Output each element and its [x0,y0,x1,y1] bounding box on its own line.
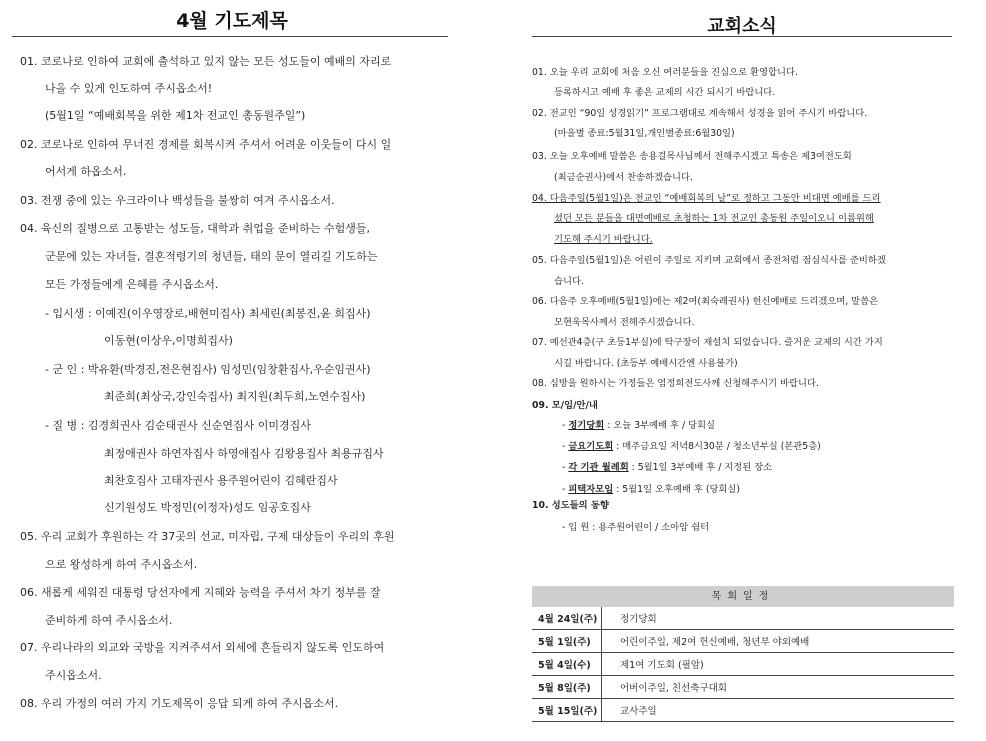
prayer-line: 주시옵소서. [45,669,102,682]
meeting-name: 각 기관 월례회 [568,462,629,473]
news-line: 셨던 모든 분들을 대면예배로 초청하는 1차 전교인 총동원 주일이오니 이름위해 [554,213,874,224]
meeting-detail: : 5월1일 3부예배 후 / 지정된 장소 [628,462,773,473]
news-column [532,0,952,37]
schedule-event: 어린이주일, 제2여 헌신예배, 청년부 야외예배 [620,637,810,648]
prayer-line: 04. 육신의 질병으로 고통받는 성도들, 대학과 취업을 준비하는 수험생들, [20,222,370,235]
prayer-line: 군문에 있는 자녀들, 결혼적령기의 청년들, 태의 문이 열리길 기도하는 [45,250,378,263]
meeting-name: 금요기도회 [568,441,614,452]
prayer-line: 으로 왕성하게 하여 주시옵소서. [45,558,198,571]
news-line: 05. 다음주일(5월1일)은 어린이 주일로 지키며 교회에서 종전처럼 점심식사를 준비하겠 [532,255,886,266]
prayer-column [12,0,452,37]
news-line: 04. 다음주일(5월1일)은 전교인 “예배회복의 날”로 정하고 그동안 비대면 예배를 드리 [532,193,881,204]
prayer-line: (5월1일 “예배회복을 위한 제1차 전교인 총동원주일”) [45,109,306,122]
prayer-line: 최정애권사 하연자집사 하영애집사 김왕용집사 최용규집사 [104,447,384,460]
schedule-event: 정기당회 [620,614,657,625]
news-line: 습니다. [554,276,584,287]
meeting-name: 정기당회 [568,420,605,431]
news-line: 10. 성도들의 동향 [532,500,609,511]
prayer-line: 이동현(이상우,이명희집사) [104,334,233,347]
news-line: 02. 전교인 “90일 성경읽기” 프로그램대로 계속해서 성경을 읽어 주시기 바랍니다. [532,108,868,119]
schedule-event: 교사주일 [620,706,657,717]
meeting-item: - 정기당회 : 오늘 3부예배 후 / 당회실 [562,420,715,431]
prayer-title-rule [12,36,448,37]
prayer-line: 신기원성도 박정민(이정자)성도 임공호집사 [104,501,311,514]
news-line: - 입 원 : 용주원어린이 / 소아암 쉼터 [562,522,710,533]
news-line: 08. 심방을 원하시는 가정들은 엄정희전도사께 신청해주시기 바랍니다. [532,378,819,389]
news-line: 01. 오늘 우리 교회에 처음 오신 여러분들을 진심으로 환영합니다. [532,67,798,78]
schedule-date: 5월 8일(주) [532,676,602,698]
prayer-line: 05. 우리 교회가 후원하는 각 37곳의 선교, 미자립, 구제 대상들이 우리의 후원 [20,530,395,543]
meeting-item: - 각 기관 월례회 : 5월1일 3부예배 후 / 지정된 장소 [562,462,773,473]
schedule-date: 5월 1일(주) [532,630,602,652]
meeting-name: 피택자모임 [568,484,614,495]
meeting-item: - 피택자모임 : 5월1일 오후예배 후 (당회실) [562,484,741,495]
news-line: (최금순권사)에서 찬송하겠습니다. [554,172,693,183]
prayer-line: 어서게 하옵소서. [45,165,127,178]
meeting-detail: : 오늘 3부예배 후 / 당회실 [604,420,715,431]
prayer-line: 07. 우리나라의 외교와 국방을 지켜주셔서 외세에 흔들리지 않도록 인도하여 [20,641,385,654]
prayer-line: 06. 새롭게 세워진 대통령 당선자에게 지혜와 능력을 주셔서 차기 정부를 잘 [20,586,381,599]
news-line: 기도해 주시기 바랍니다. [554,234,653,245]
schedule-row [532,699,954,722]
schedule-date: 4월 24일(주) [532,607,602,629]
meeting-detail: : 5월1일 오후예배 후 (당회실) [613,484,741,495]
prayer-line: - 입시생 : 이예진(이우영장로,배현미집사) 최세린(최봉진,윤 희집사) [45,307,371,320]
prayer-line: 나올 수 있게 인도하여 주시옵소서! [45,82,213,95]
schedule-date: 5월 15일(주) [532,699,602,721]
prayer-line: 최찬호집사 고태자권사 용주원어린이 김혜란집사 [104,474,338,487]
schedule-header: 목회일정 [532,586,954,607]
news-line: 시길 바랍니다. (초등부 예배시간엔 사용불가) [554,358,738,369]
schedule-row [532,676,954,699]
meeting-item: - 금요기도회 : 매주금요일 저녁8시30분 / 청소년부실 (본관5층) [562,441,821,452]
prayer-line: 모든 가정들에게 은혜를 주시옵소서. [45,278,219,291]
schedule-date: 5월 4일(수) [532,653,602,675]
prayer-title: 4월 기도제목 [176,10,288,32]
prayer-line: 08. 우리 가정의 여러 가지 기도제목이 응답 되게 하여 주시옵소서. [20,697,339,710]
news-line: (마을별 종료:5월31일,개인별종료:6월30일) [554,128,735,139]
schedule-row [532,630,954,653]
prayer-line: - 군 인 : 박유환(박경진,전은현집사) 임성민(임창환집사,우순임권사) [45,363,371,376]
prayer-line: 03. 전쟁 중에 있는 우크라이나 백성들을 불쌍히 여겨 주시옵소서. [20,194,335,207]
news-line: 09. 모/임/안/내 [532,400,598,411]
schedule-row [532,607,954,630]
news-line: 06. 다음주 오후예배(5월1일)에는 제2여(최숙례권사) 헌신예배로 드리겠으며, 말씀은 [532,296,879,307]
news-line: 07. 예선관4층(구 초등1부실)에 탁구장이 재설치 되었습니다. 즐거운 교제의 시간 가지 [532,337,883,348]
schedule-table [532,586,954,722]
schedule-event: 제1여 기도회 (필암) [620,660,704,671]
prayer-line: 01. 코로나로 인하여 교회에 출석하고 있지 않는 모든 성도들이 예배의 자리로 [20,55,392,68]
schedule-event: 어버이주일, 친선축구대회 [620,683,727,694]
schedule-row [532,653,954,676]
prayer-line: 02. 코로나로 인하여 무너진 경제를 회복시켜 주셔서 어려운 이웃들이 다시 일 [20,138,392,151]
news-line: 등록하시고 예배 후 좋은 교제의 시간 되시기 바랍니다. [554,87,776,98]
meeting-detail: : 매주금요일 저녁8시30분 / 청소년부실 (본관5층) [613,441,821,452]
prayer-line: 최준희(최상국,강인숙집사) 최지원(최두희,노연수집사) [104,390,366,403]
news-line: 모현욱목사께서 전해주시겠습니다. [554,317,695,328]
news-line: 03. 오늘 오후예배 말씀은 송용걸목사님께서 전해주시겠고 특송은 제3여전도회 [532,151,852,162]
news-title: 교회소식 [707,16,777,37]
prayer-line: - 질 병 : 김경희권사 김순태권사 신순연집사 이미경집사 [45,419,311,432]
prayer-line: 준비하게 하여 주시옵소서. [45,614,173,627]
